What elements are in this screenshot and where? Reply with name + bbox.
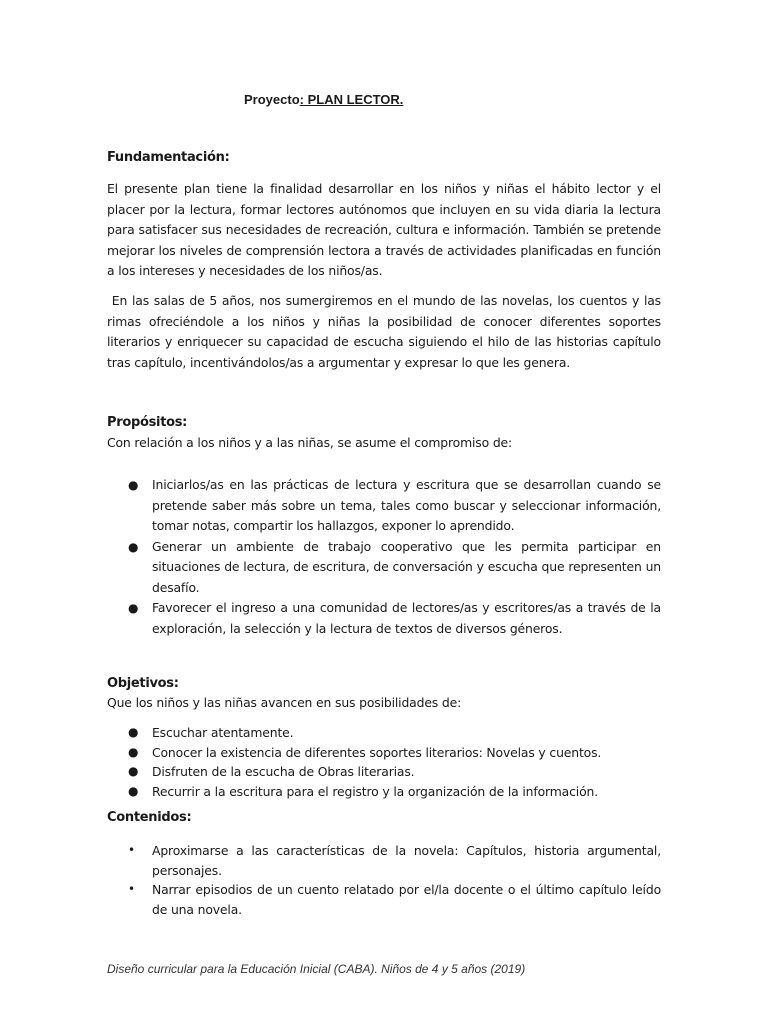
bullet-icon: • [128, 843, 135, 857]
bullet-icon: ● [128, 725, 139, 739]
list-item [107, 598, 661, 639]
list-item-text: Generar un ambiente de trabajo cooperativo que les permita participar en situaciones de lectura, de escritura, de conversación y escucha que representen un desafío. [152, 538, 661, 595]
objetivos-intro: Que los niños y las niñas avancen en sus posibilidades de: [107, 695, 462, 710]
heading-fundamentacion: Fundamentación: [107, 150, 230, 165]
document-title [244, 92, 403, 107]
fundamentacion-paragraph-1 [107, 179, 661, 282]
list-item-text: Aproximarse a las características de la novela: Capítulos, historia argumental, personajes. [152, 843, 661, 878]
heading-propositos: Propósitos: [107, 415, 188, 430]
fundamentacion-paragraph-2 [107, 291, 661, 373]
propositos-intro: Con relación a los niños y a las niñas, se asume el compromiso de: [107, 435, 513, 450]
title-main: : PLAN LECTOR. [299, 92, 404, 107]
list-item [107, 841, 661, 880]
heading-contenidos: Contenidos: [107, 810, 192, 825]
propositos-list [107, 475, 661, 639]
footer-citation: Diseño curricular para la Educación Inicial (CABA). Niños de 4 y 5 años (2019) [107, 962, 526, 976]
paragraph-text: El presente plan tiene la finalidad desarrollar en los niños y niñas el hábito lector y el placer por la lectura, formar lectores autónomos que incluyen en su vida diaria la lectura para satisfacer sus necesidades de recreación, cultura e información. También se pretende mejorar los niveles de comprensión lectora a través de actividades planificadas en función a los intereses y necesidades de los niños/as. [107, 181, 661, 278]
list-item [107, 475, 661, 537]
bullet-icon: ● [128, 478, 139, 492]
list-item [107, 723, 661, 743]
paragraph-text: En las salas de 5 años, nos sumergiremos en el mundo de las novelas, los cuentos y las rimas ofreciéndole a los niños y niñas la posibilidad de conocer diferentes soportes literarios y enriquecer su capacidad de escucha siguiendo el hilo de las historias capítulo tras capítulo, incentivándolos/as a argumentar y expresar lo que les genera. [107, 293, 661, 370]
list-item-text: Favorecer el ingreso a una comunidad de lectores/as y escritores/as a través de la exploración, la selección y la lectura de textos de diversos géneros. [152, 600, 661, 636]
list-item [107, 782, 661, 802]
bullet-icon: • [128, 882, 135, 896]
bullet-icon: ● [128, 601, 139, 615]
list-item-text: Iniciarlos/as en las prácticas de lectura y escritura que se desarrollan cuando se pretende saber más sobre un tema, tales como buscar y seleccionar información, tomar notas, compartir los hallazgos, exponer lo aprendido. [152, 477, 661, 533]
contenidos-list [107, 841, 661, 919]
list-item-text: Narrar episodios de un cuento relatado por el/la docente o el último capítulo leído de una novela. [152, 882, 661, 917]
list-item [107, 537, 661, 599]
list-item [107, 743, 661, 763]
list-item-text: Conocer la existencia de diferentes soportes literarios: Novelas y cuentos. [152, 744, 602, 760]
list-item [107, 762, 661, 782]
heading-objetivos: Objetivos: [107, 676, 179, 691]
bullet-icon: ● [128, 764, 139, 778]
bullet-icon: ● [128, 783, 139, 798]
list-item-text: Disfruten de la escucha de Obras literarias. [152, 764, 415, 779]
bullet-icon: ● [128, 744, 139, 759]
list-item-text: Recurrir a la escritura para el registro y la organización de la información. [152, 783, 598, 799]
bullet-icon: ● [128, 539, 139, 554]
list-item [107, 880, 661, 919]
objetivos-list [107, 723, 661, 801]
list-item-text: Escuchar atentamente. [152, 725, 294, 740]
title-prefix: Proyecto [244, 92, 300, 107]
